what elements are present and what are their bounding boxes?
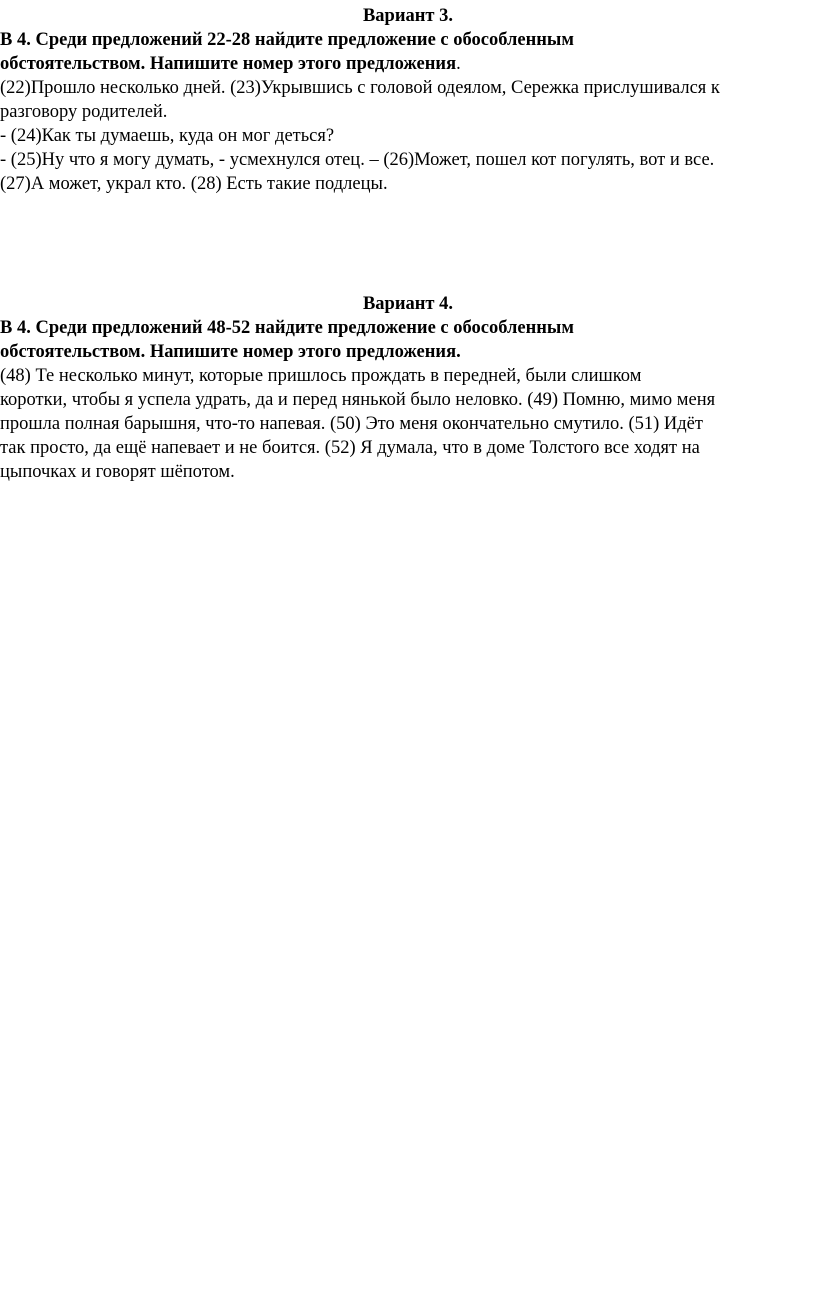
- variant-3-text-line: разговору родителей.: [0, 102, 168, 122]
- variant-4-text-line: цыпочках и говорят шёпотом.: [0, 462, 235, 482]
- variant-4-text-line: (48) Те несколько минут, которые пришлось прождать в передней, были слишком: [0, 366, 642, 386]
- variant-3-task-line-2: обстоятельством. Напишите номер этого предложения: [0, 54, 457, 74]
- variant-4-title: Вариант 4.: [362, 294, 454, 314]
- variant-4-text-line: коротки, чтобы я успела удрать, да и перед нянькой было неловко. (49) Помню, мимо меня: [0, 390, 716, 410]
- variant-3-task: [0, 28, 816, 76]
- variant-3-title: Вариант 3.: [362, 6, 454, 26]
- variant-4-task-line-1: В 4. Среди предложений 48-52 найдите предложение с обособленным: [0, 318, 574, 338]
- variant-3-section: [0, 4, 816, 196]
- variant-4-text-line: прошла полная барышня, что-то напевая. (50) Это меня окончательно смутило. (51) Идёт: [0, 414, 703, 434]
- variant-4-task: [0, 316, 816, 364]
- variant-4-text-line: так просто, да ещё напевает и не боится. (52) Я думала, что в доме Толстого все ходят на: [0, 438, 700, 458]
- variant-3-task-dot: .: [456, 54, 461, 74]
- variant-3-text-line: (27)А может, украл кто. (28) Есть такие подлецы.: [0, 174, 388, 194]
- variant-4-task-line-2: обстоятельством. Напишите номер этого предложения.: [0, 342, 461, 362]
- variant-3-text-line: - (25)Ну что я могу думать, - усмехнулся отец. – (26)Может, пошел кот погулять, вот и все.: [0, 150, 715, 170]
- variant-3-task-line-1: В 4. Среди предложений 22-28 найдите предложение с обособленным: [0, 30, 574, 50]
- variant-3-text-line: - (24)Как ты думаешь, куда он мог деться?: [0, 126, 335, 146]
- variant-3-text-line: (22)Прошло несколько дней. (23)Укрывшись с головой одеялом, Сережка прислушивался к: [0, 78, 720, 98]
- variant-4-section: [0, 292, 816, 484]
